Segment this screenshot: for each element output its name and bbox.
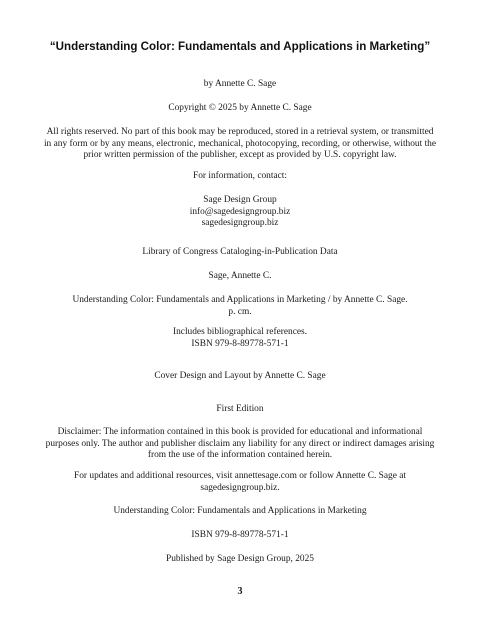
- updates-line: For updates and additional resources, visit annettesage.com or follow Annette C. Sage at: [74, 471, 406, 481]
- cip-references-block: [0, 327, 480, 350]
- cip-heading: Library of Congress Cataloging-in-Publication Data: [142, 247, 338, 257]
- cip-author: Sage, Annette C.: [208, 271, 272, 281]
- book-title: “Understanding Color: Fundamentals and Applications in Marketing”: [49, 40, 431, 53]
- cip-references: Includes bibliographical references.: [172, 327, 308, 337]
- cover-design-credit: Cover Design and Layout by Annette C. Sage: [154, 371, 326, 381]
- rights-line: prior written permission of the publisher, except as provided by U.S. copyright law.: [83, 150, 397, 160]
- edition: First Edition: [216, 404, 264, 414]
- copyright-notice: Copyright © 2025 by Annette C. Sage: [168, 103, 312, 113]
- publisher-website: sagedesigngroup.biz: [201, 218, 279, 228]
- rights-statement: [0, 127, 480, 162]
- publisher-email: info@sagedesigngroup.biz: [189, 206, 291, 217]
- cip-pages: p. cm.: [228, 306, 252, 317]
- author-line: by Annette C. Sage: [203, 79, 277, 89]
- cip-title-block: [0, 295, 480, 318]
- publisher-name: Sage Design Group: [203, 195, 277, 205]
- rights-line: All rights reserved. No part of this book may be reproduced, stored in a retrieval system, or transmitted: [46, 127, 434, 137]
- updates-line: sagedesigngroup.biz.: [200, 482, 280, 493]
- disclaimer-line: purposes only. The author and publisher disclaim any liability for any direct or indirect damages arising: [45, 438, 435, 449]
- updates-notice: [0, 471, 480, 494]
- published-by: Published by Sage Design Group, 2025: [166, 554, 314, 564]
- cip-title: Understanding Color: Fundamentals and Applications in Marketing / by Annette C. Sage.: [72, 295, 408, 305]
- contact-intro: For information, contact:: [193, 171, 287, 181]
- disclaimer: [0, 427, 480, 462]
- repeat-title: Understanding Color: Fundamentals and Applications in Marketing: [113, 506, 367, 516]
- rights-line: in any form or by any means, electronic, mechanical, photocopying, recording, or otherwise, without the: [43, 138, 437, 149]
- page-number: 3: [237, 586, 243, 597]
- repeat-isbn: ISBN 979-8-89778-571-1: [191, 530, 289, 540]
- cip-isbn: ISBN 979-8-89778-571-1: [191, 338, 289, 349]
- disclaimer-line: from the use of the information contained herein.: [147, 450, 333, 460]
- disclaimer-line: Disclaimer: The information contained in this book is provided for educational and informational: [57, 427, 423, 437]
- contact-block: [0, 195, 480, 230]
